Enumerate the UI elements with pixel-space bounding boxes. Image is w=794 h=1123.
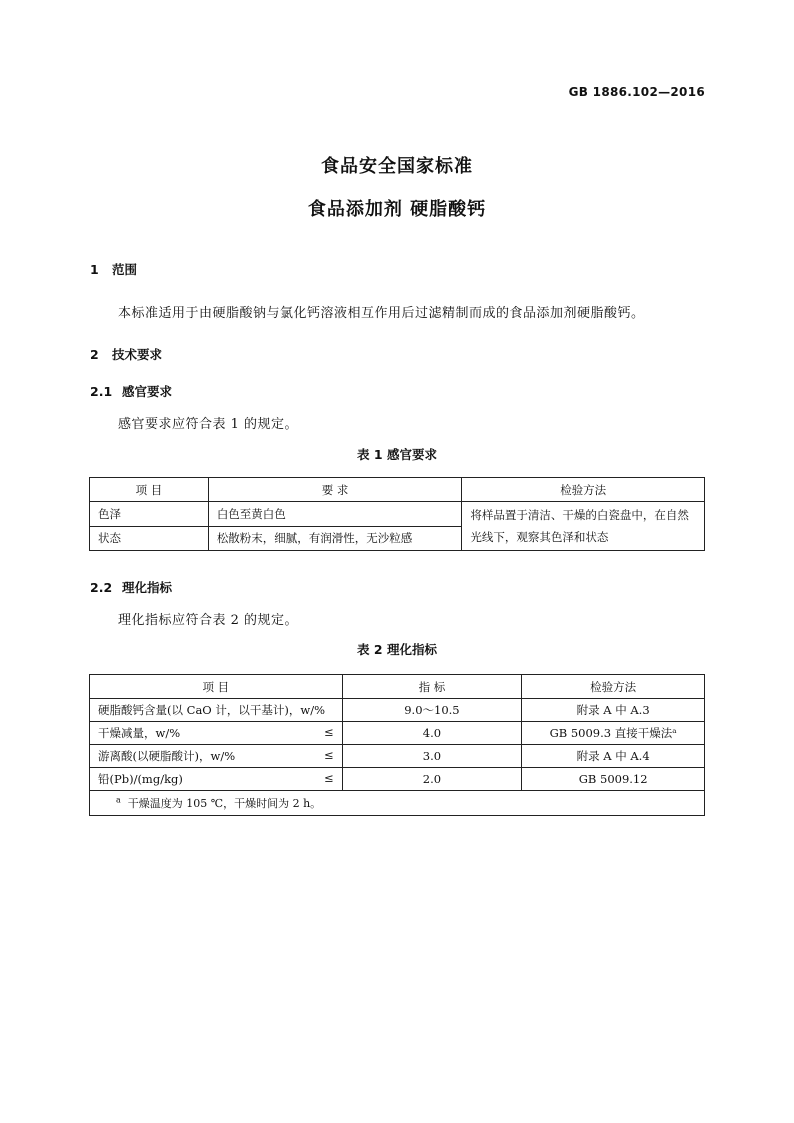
section-title: 感官要求 [122,384,173,399]
note-mark: a [116,795,121,805]
column-header: 指 标 [342,675,522,699]
table-cell: 附录 A 中 A.4 [522,745,705,768]
table-cell: GB 5009.12 [522,768,705,791]
section-1-heading [90,260,137,278]
table-cell [90,745,343,768]
table-cell: 白色至黄白色 [208,502,462,527]
operator: ≤ [323,725,334,739]
table-cell: 3.0 [342,745,522,768]
section-number: 2.2 [90,580,113,595]
table-cell: 2.0 [342,768,522,791]
table-1 [89,477,705,551]
column-header: 项 目 [90,675,343,699]
table-cell: 状态 [90,526,209,551]
table-cell [90,768,343,791]
section-2-1-heading [90,382,172,400]
table-note [90,791,705,816]
table-row [90,745,705,768]
column-header: 项 目 [90,478,209,502]
column-header: 检验方法 [522,675,705,699]
table-row [90,502,705,527]
section-number: 2 [90,347,99,362]
table-1-caption: 表 1 感官要求 [357,447,437,462]
table-cell-method: 将样品置于清洁、干燥的白瓷盘中，在自然光线下，观察其色泽和状态 [462,502,705,551]
table-cell [90,699,343,722]
column-header: 检验方法 [462,478,705,502]
table-note-row [90,791,705,816]
item-text: 干燥减量，w/% [98,726,181,740]
section-title: 理化指标 [122,580,173,595]
table-cell: 色泽 [90,502,209,527]
standard-code: GB 1886.102—2016 [568,85,705,99]
section-number: 2.1 [90,384,113,399]
section-2-heading [90,345,162,363]
item-text: 硬脂酸钙含量(以 CaO 计，以干基计)，w/% [98,703,326,717]
operator: ≤ [323,748,334,762]
table-cell: 4.0 [342,722,522,745]
table-row [90,722,705,745]
table-header-row [90,675,705,699]
table-row [90,768,705,791]
table-cell: 9.0～10.5 [342,699,522,722]
table-cell: 附录 A 中 A.3 [522,699,705,722]
table-cell [90,722,343,745]
section-2-2-heading [90,578,172,596]
table-cell: 松散粉末，细腻，有润滑性，无沙粒感 [208,526,462,551]
section-title: 技术要求 [112,347,163,362]
document-subtitle: 食品添加剂 硬脂酸钙 [307,199,487,220]
document-title: 食品安全国家标准 [321,156,473,177]
table-cell: GB 5009.3 直接干燥法ᵃ [522,722,705,745]
column-header: 要 求 [208,478,462,502]
section-title: 范围 [112,262,138,277]
item-text: 游离酸(以硬脂酸计)，w/% [98,749,236,763]
table-row [90,699,705,722]
table-header-row [90,478,705,502]
section-2-1-text: 感官要求应符合表 1 的规定。 [118,417,299,432]
operator: ≤ [323,771,334,785]
table-2 [89,674,705,816]
item-text: 铅(Pb)/(mg/kg) [98,772,183,786]
section-number: 1 [90,262,99,277]
section-2-2-text: 理化指标应符合表 2 的规定。 [118,613,299,628]
section-1-text: 本标准适用于由硬脂酸钠与氯化钙溶液相互作用后过滤精制而成的食品添加剂硬脂酸钙。 [118,306,645,321]
note-text: 干燥温度为 105 ℃，干燥时间为 2 h。 [127,797,322,810]
table-2-caption: 表 2 理化指标 [357,642,437,657]
